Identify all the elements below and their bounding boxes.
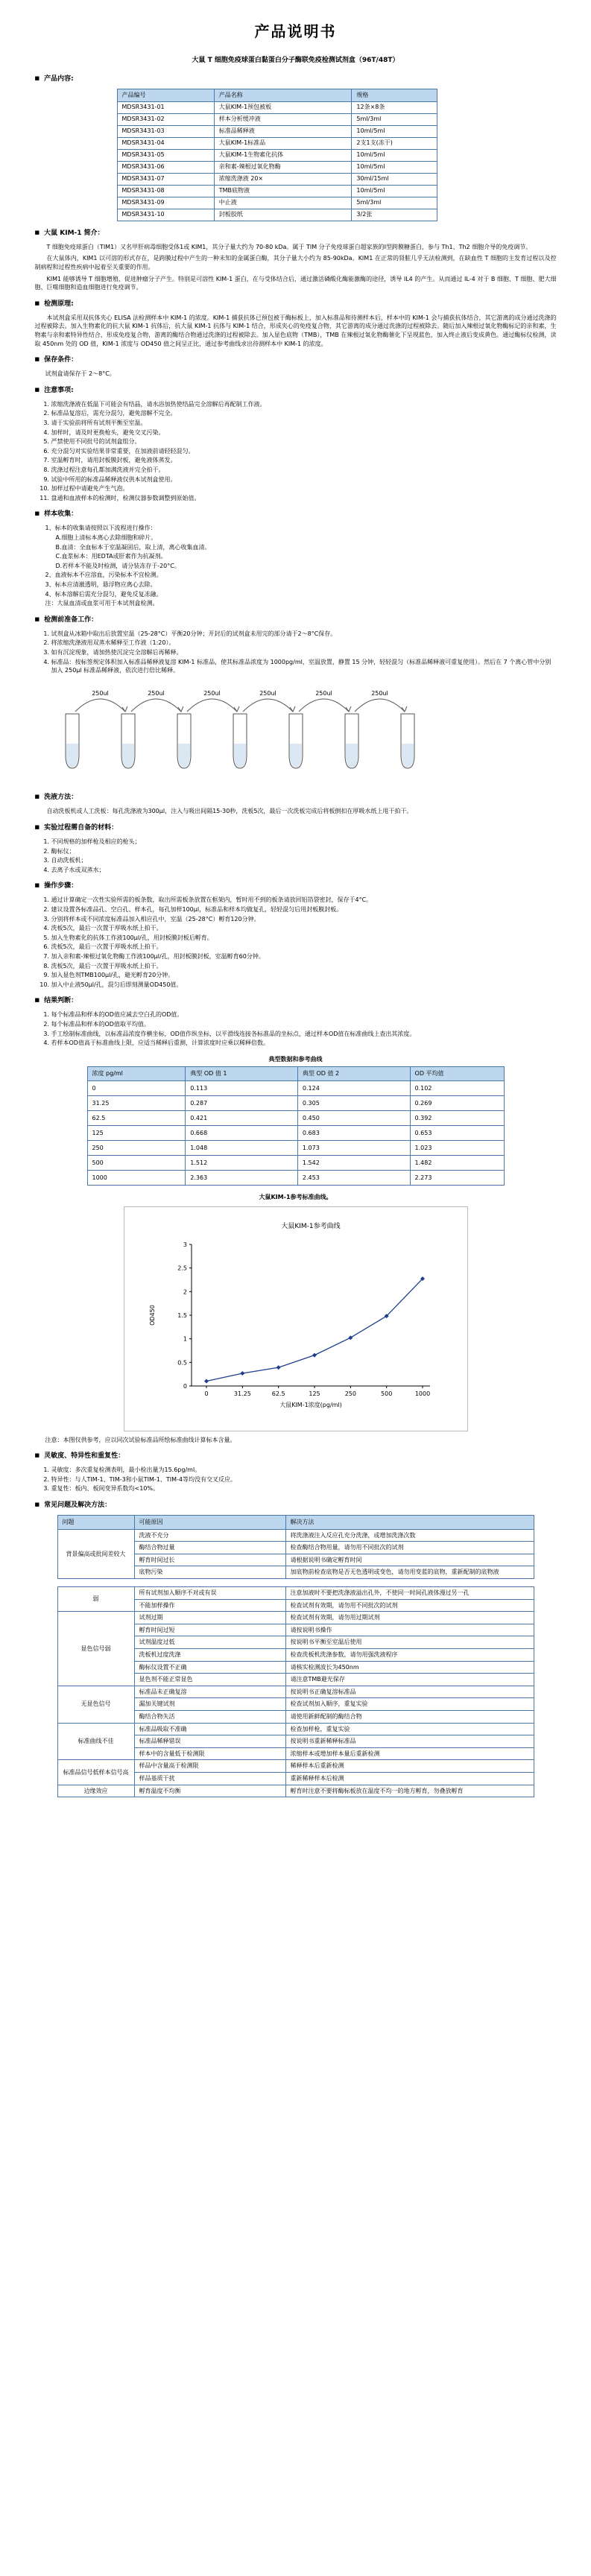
components-cell: 大鼠KIM-1预包被板 [214, 101, 352, 113]
prep-list [51, 630, 557, 675]
std-cell: 1.482 [410, 1156, 504, 1171]
note-item: 11. 盘通和血液样本的检测时，检测仪器参数调整到原始值。 [51, 494, 557, 503]
faq-category-cell: 边缘效应 [57, 1785, 134, 1797]
components-cell: 中止液 [214, 197, 352, 209]
data-point-marker [240, 1371, 244, 1376]
tube-liquid [290, 744, 302, 768]
step-item: 9. 加入显色剂TMB100μl/孔，避光孵育20分钟。 [51, 971, 557, 980]
faq-cause-cell: 标准品吸取不准确 [134, 1723, 285, 1735]
components-cell: 12条×8条 [352, 101, 437, 113]
faq-cause-cell: 样本中的含量低于检测限 [134, 1747, 285, 1760]
material-item: 4. 去离子水或双蒸水； [51, 866, 557, 875]
components-cell: MDSR3431-08 [117, 185, 214, 197]
std-cell: 125 [87, 1126, 186, 1141]
faq-solution-cell: 加底物前检查底物是否无色透明或变色，请勿用变蓝的底物，重新配制的底物液 [285, 1566, 534, 1579]
components-row [117, 149, 437, 161]
x-tick-label: 31.25 [233, 1390, 251, 1397]
section-materials-heading: ■ 实验过程需自备的材料： [35, 823, 557, 833]
faq-table-1 [57, 1515, 534, 1579]
components-row [117, 137, 437, 149]
product-subtitle: 大鼠 T 细胞免疫球蛋白黏蛋白分子酶联免疫检测试剂盒（96T/48T） [192, 57, 399, 64]
x-tick-label: 500 [380, 1390, 392, 1397]
faq-solution-cell: 稀释样本后重新检测 [285, 1760, 534, 1773]
faq-category-cell: 标准品信号低样本信号高 [57, 1760, 134, 1785]
faq-category-cell: 弱 [57, 1587, 134, 1612]
components-cell: 30ml/15ml [352, 173, 437, 185]
components-cell: 5ml/3ml [352, 113, 437, 125]
sensitivity-item: 3. 重复性：板内、板间变异系数均<10%。 [51, 1484, 557, 1493]
series-line [206, 1279, 423, 1381]
note-item: 6. 充分混匀对实验结果非常重要，在加液前请轻轻混匀。 [51, 447, 557, 456]
std-cell: 500 [87, 1156, 186, 1171]
faq-solution-cell: 请按说明书操作 [285, 1624, 534, 1636]
faq-row [57, 1587, 534, 1600]
transfer-arrow [299, 699, 349, 712]
components-cell: 浓缩洗涤液 20× [214, 173, 352, 185]
faq-solution-cell: 检查试剂有效期，请勿用过期试剂 [285, 1612, 534, 1624]
faq-solution-cell: 按说明书平衡至室温后使用 [285, 1636, 534, 1649]
chart-note: 注意：本图仅供参考，应以同次试验标准品所绘标准曲线计算标本含量。 [45, 1436, 236, 1443]
section-notes-heading: ■ 注意事项: [35, 386, 557, 396]
prep-item: 1. 试剂盒从冰箱中取出后放置室温（25-28°C）平衡20分钟；开封后的试剂盒未用完的部分请于2～8°C保存。 [51, 630, 557, 639]
faq-cause-cell: 试剂温度过低 [134, 1636, 285, 1649]
faq-solution-cell: 请使用新鲜配制的酶结合物 [285, 1710, 534, 1723]
std-cell: 0.392 [410, 1111, 504, 1126]
std-cell: 0.269 [410, 1096, 504, 1111]
faq-row [57, 1529, 534, 1542]
std-cell: 1.073 [297, 1141, 410, 1156]
faq-cause-cell: 酶结合物失活 [134, 1710, 285, 1723]
components-row [117, 113, 437, 125]
std-header-cell: 典型 OD 值 2 [297, 1067, 410, 1081]
std-row [87, 1096, 504, 1111]
components-cell: 5ml/3ml [352, 197, 437, 209]
data-point-marker [312, 1352, 317, 1357]
components-cell: MDSR3431-05 [117, 149, 214, 161]
section-faq-heading: ■ 常见问题及解决方法： [35, 1501, 557, 1510]
faq-solution-cell: 浓缩样本或增加样本量后重新检测 [285, 1747, 534, 1760]
storage-text: 试剂盒请保存于 2～8°C。 [45, 370, 116, 378]
step-item: 5. 加入生物素化的抗体工作液100μl/孔，用封板膜封板后孵育。 [51, 934, 557, 943]
faq-solution-cell: 检查加样枪，重复实验 [285, 1723, 534, 1735]
components-cell: 大鼠KIM-1生物素化抗体 [214, 149, 352, 161]
std-cell: 0.653 [410, 1126, 504, 1141]
step-item: 3. 分别将样本或不同浓度标准品加入相应孔中，室温（25-28°C）孵育120分钟。 [51, 915, 557, 924]
faq-cause-cell: 洗板机过度洗涤 [134, 1649, 285, 1662]
sensitivity-item: 1. 灵敏度：多次重复检测表明，最小检出量为15.6pg/ml。 [51, 1466, 557, 1475]
faq-solution-cell: 按说明书重新稀释标准品 [285, 1735, 534, 1748]
x-tick-label: 125 [308, 1390, 320, 1397]
y-tick-label: 0 [183, 1382, 187, 1390]
std-cell: 0.113 [186, 1081, 298, 1096]
std-cell: 1.542 [297, 1156, 410, 1171]
components-cell: 标准品稀释液 [214, 125, 352, 137]
components-cell: TMB底物液 [214, 185, 352, 197]
std-cell: 0.102 [410, 1081, 504, 1096]
components-header-cell: 规格 [352, 89, 437, 102]
std-cell: 0 [87, 1081, 186, 1096]
faq-solution-cell: 检查酶结合物用量，请勿用不同批次的试剂 [285, 1542, 534, 1554]
faq-category-cell: 显色信号弱 [57, 1612, 134, 1686]
data-point-marker [204, 1379, 209, 1383]
x-tick-label: 0 [203, 1390, 209, 1397]
document-page [35, 0, 557, 1797]
components-cell: MDSR3431-10 [117, 209, 214, 221]
standard-data-table [87, 1066, 505, 1186]
faq-category-cell: 背景偏高或批间差较大 [57, 1529, 134, 1578]
transfer-volume-label: 250ul [259, 689, 276, 697]
note-item: 4. 加样时，请及时更换枪头，避免交叉污染。 [51, 428, 557, 437]
faq-solution-cell: 检查洗板机洗涤参数，请勿用强洗液程序 [285, 1649, 534, 1662]
components-header-cell: 产品编号 [117, 89, 214, 102]
faq-cause-cell: 所有试剂加入顺序不对或有误 [134, 1587, 285, 1600]
prep-item: 2. 将浓缩洗涤液用双蒸水稀释至工作液（1:20）。 [51, 639, 557, 648]
faq-cause-cell: 试剂过期 [134, 1612, 285, 1624]
faq-solution-cell: 请根据说明书确定孵育时间 [285, 1554, 534, 1566]
result-item: 2. 每个标准品和样本的OD值取平均值。 [51, 1020, 557, 1029]
tube-liquid [346, 744, 358, 768]
std-cell: 0.668 [186, 1126, 298, 1141]
step-item: 7. 加入亲和素-辣根过氧化物酶工作液100μl/孔，用封板膜封板，室温孵育60分钟。 [51, 952, 557, 961]
step-item: 6. 洗板5次，最后一次置于厚吸水纸上拍干。 [51, 943, 557, 952]
y-tick-label: 2 [183, 1288, 187, 1295]
intro-paragraph: KIM1 能够诱导 T 细胞增殖，促进肿瘤分子产生。特别是可溶性 KIM-1 蛋白，在与受体结合后，通过激活磷酸化酶能激酶的途径，诱导 IL4 的产生。从而通过 IL-4 对于 B 细胞、T 细胞、肥大细胞、巨噬细胞和造血细胞进行免疫调节。 [34, 275, 557, 291]
principle-text: 本试剂盒采用双抗体夹心 ELISA 法检测样本中 KIM-1 的浓度。KIM-1 捕获抗体已预包被于酶标板上，加入标准品和待测样本后，样本中的 KIM-1 会与捕获抗体结合，其它游离的成分通过洗涤的过程被除去。加入生物素化的抗大鼠 KIM-1 抗体后，抗大鼠 KIM-1 抗体与 KIM-1 结合，形成夹心的免疫复合物，其它游离的成分通过洗涤的过程被除去。随后加入辣根过氧化物酶标记的亲和素，生物素与亲和素特异性结合，形成免疫复合物，游离的酶结合物通过洗涤的过程被除去。加入显色底物（TMB），TMB 在辣根过氧化物酶催化下呈现蓝色，加入终止液后变成黄色。通过酶标仪检测，读取 450nm 处的 OD 值，KIM-1 浓度与 OD450 值之间呈正比，通过参考曲线求出待测样本中 KIM-1 的浓度。 [34, 314, 557, 347]
faq-cause-cell: 样品基质干扰 [134, 1772, 285, 1785]
section-storage-heading: ■ 保存条件： [35, 355, 557, 365]
std-row [87, 1081, 504, 1096]
sensitivity-list [51, 1466, 557, 1493]
prep-item: 4. 标准品：按标签规定体积加入标准品稀释液复溶 KIM-1 标准品，使其标准品浓度为 1000pg/ml，室温放置，静置 15 分钟，轻轻混匀（标准品稀释液可重复使用）。然后在 7 个离心管中分别加入 250μl 标准品稀释液，依次进行倍比稀释。 [51, 658, 557, 675]
std-cell: 0.305 [297, 1096, 410, 1111]
std-cell: 2.363 [186, 1171, 298, 1186]
faq-category-cell: 标准曲线不佳 [57, 1723, 134, 1760]
faq-cause-cell: 显色剂不能正常显色 [134, 1674, 285, 1686]
section-contents-heading: ■ 产品内容: [35, 75, 557, 84]
components-row [117, 173, 437, 185]
note-item: 2. 标准品复溶后，需充分混匀，避免溶解不完全。 [51, 409, 557, 418]
faq-solution-cell: 将洗涤液注入反应孔充分洗涤，或增加洗涤次数 [285, 1529, 534, 1542]
std-cell: 1000 [87, 1171, 186, 1186]
std-header-cell: OD 平均值 [410, 1067, 504, 1081]
result-item: 3. 手工绘制标准曲线，以标准品浓度作横坐标，OD值作纵坐标，以平滑线连接各标准品的坐标点，通过样本OD值在标准曲线上查出其浓度。 [51, 1030, 557, 1039]
std-cell: 62.5 [87, 1111, 186, 1126]
note-item: 1. 浓缩洗涤液在低温下可能会有结晶，请水浴加热使结晶完全溶解后再配制工作液。 [51, 400, 557, 409]
steps-list [51, 896, 557, 989]
faq-cause-cell: 孵育时间过长 [134, 1554, 285, 1566]
components-cell: 样本分析缓冲液 [214, 113, 352, 125]
data-point-marker [348, 1335, 353, 1340]
intro-paragraph: T 细胞免疫球蛋白（TIM1）又名甲肝病毒细胞受体1或 KIM1，其分子量大约为 70-80 kDa。属于 TIM 分子免疫球蛋白超家族的I型跨膜糖蛋白，参与 Th1、Th2 细胞介导的免疫调节。 [46, 243, 532, 250]
faq-cause-cell: 标准品未正确复溶 [134, 1686, 285, 1698]
faq-cause-cell: 样品中含量高于检测限 [134, 1760, 285, 1773]
components-cell: 10ml/5ml [352, 161, 437, 173]
faq-row [57, 1760, 534, 1773]
notes-list [51, 400, 557, 503]
faq-cause-cell: 漏加关键试剂 [134, 1698, 285, 1711]
faq-row [57, 1686, 534, 1698]
faq-solution-cell: 注意加液时不要把洗涤液溢出孔外，不使同一时间孔液体漫过另一孔 [285, 1587, 534, 1600]
faq-cause-cell: 酶结合物过量 [134, 1542, 285, 1554]
std-cell: 0.421 [186, 1111, 298, 1126]
faq-solution-cell: 请注意TMB避光保存 [285, 1674, 534, 1686]
sample-item: D.若样本不能及时检测，请分装冻存于-20°C。 [55, 562, 180, 569]
chart-title: 大鼠KIM-1参考曲线 [280, 1222, 341, 1230]
standard-curve-svg [124, 1207, 467, 1431]
transfer-arrow [131, 699, 181, 712]
y-tick-label: 0.5 [177, 1358, 187, 1366]
data-point-marker [276, 1365, 280, 1370]
faq-cause-cell: 标准品稀释错误 [134, 1735, 285, 1748]
std-row [87, 1126, 504, 1141]
materials-list [51, 838, 557, 874]
tube-liquid [234, 744, 246, 768]
prep-item: 3. 如有沉淀现象，请加热使沉淀完全溶解后再稀释。 [51, 648, 557, 657]
std-table-caption: 典型数据和参考曲线 [268, 1055, 323, 1063]
step-item: 4. 洗板5次，最后一次置于厚吸水纸上拍干。 [51, 924, 557, 933]
components-cell: MDSR3431-01 [117, 101, 214, 113]
components-header-cell: 产品名称 [214, 89, 352, 102]
step-item: 2. 建议设置各标准品孔、空白孔、样本孔，每孔加样100μl，标准品和样本均做复孔，轻轻混匀后用封板膜封板。 [51, 905, 557, 914]
std-cell: 1.048 [186, 1141, 298, 1156]
x-tick-label: 1000 [414, 1390, 430, 1397]
transfer-volume-label: 250ul [147, 689, 165, 697]
note-item: 9. 试验中所用的标准品稀释液仅供本试剂盒使用。 [51, 475, 557, 484]
transfer-arrow [75, 699, 125, 712]
components-cell: 2支1支(冻干) [352, 137, 437, 149]
faq-solution-cell: 请核实检测波长为450nm [285, 1661, 534, 1674]
std-header-cell: 典型 OD 值 1 [186, 1067, 298, 1081]
faq-cause-cell: 底物污染 [134, 1566, 285, 1579]
note-item: 8. 洗涤过程注意每孔都加满洗液并完全拍干。 [51, 466, 557, 475]
components-cell: 亲和素-辣根过氧化物酶 [214, 161, 352, 173]
components-row [117, 197, 437, 209]
y-axis-title: OD450 [148, 1304, 156, 1326]
tube-liquid [66, 744, 78, 768]
sample-item: B.血清：全血标本于室温凝固后，取上清，离心收集血清。 [55, 543, 211, 551]
step-item: 1. 通过计算确定一次性实验所需的板条数，取出所需板条放置在框架内，暂时用不到的板条请放回铝箔袋密封，保存于4°C。 [51, 896, 557, 905]
sample-note: 3、标本应清澈透明，悬浮物应离心去除。 [45, 580, 157, 588]
components-cell: 封板胶纸 [214, 209, 352, 221]
components-cell: 大鼠KIM-1标准品 [214, 137, 352, 149]
transfer-arrow [243, 699, 293, 712]
components-cell: MDSR3431-03 [117, 125, 214, 137]
y-tick-label: 1 [183, 1335, 187, 1343]
sample-note: 注：大鼠血清或血浆可用于本试剂盒检测。 [45, 600, 159, 607]
step-item: 8. 洗板5次，最后一次置于厚吸水纸上拍干。 [51, 962, 557, 971]
transfer-arrow [187, 699, 237, 712]
sample-note: 2、血液标本不应溶血，污染标本不宜检测。 [45, 572, 162, 579]
section-wash-heading: ■ 洗液方法： [35, 793, 557, 803]
document-title: 产品说明书 [254, 22, 337, 40]
wash-text: 自动洗板机或人工洗板：每孔洗涤液为300μl，注入与吸出间隔15-30秒，洗板5次，最后一次洗板完成后将板倒扣在厚吸水纸上甩干拍干。 [46, 808, 413, 815]
faq-cause-cell: 孵育时间过短 [134, 1624, 285, 1636]
std-row [87, 1171, 504, 1186]
sample-item: A.细胞上清标本离心去除细胞和碎片。 [55, 534, 157, 541]
std-row [87, 1111, 504, 1126]
components-row [117, 125, 437, 137]
x-axis-title: 大鼠KIM-1浓度(pg/ml) [279, 1401, 342, 1408]
components-cell: 10ml/5ml [352, 149, 437, 161]
components-cell: MDSR3431-09 [117, 197, 214, 209]
std-cell: 0.287 [186, 1096, 298, 1111]
faq-solution-cell: 检查试剂有效期，请勿用不同批次的试剂 [285, 1599, 534, 1612]
intro-paragraph: 在大鼠体内，KIM1 以可溶的形式存在，是跨膜过程中产生的一种未知的金属蛋白酶，其分子量大小约为 85-90kDa。KIM1 在正常的肾脏几乎无法检测到，在缺血性 T 细胞的主发育过程以及控制病程和过程性疾病中起着至关重要的作用。 [34, 255, 557, 270]
std-cell: 2.453 [297, 1171, 410, 1186]
sensitivity-item: 2. 特异性：与人TIM-1、TIM-3和小鼠TIM-1、TIM-4等均没有交叉反应。 [51, 1475, 557, 1484]
sample-note: 4、标本溶解后需充分混匀，避免反复冻融。 [45, 590, 162, 598]
faq-solution-cell: 重新稀释样本后检测 [285, 1772, 534, 1785]
tube-liquid [178, 744, 190, 768]
transfer-volume-label: 250ul [203, 689, 221, 697]
section-sensitivity-heading: ■ 灵敏度、特异性和重复性： [35, 1452, 557, 1461]
std-row [87, 1156, 504, 1171]
y-tick-label: 3 [183, 1241, 187, 1248]
components-cell: MDSR3431-02 [117, 113, 214, 125]
section-prep-heading: ■ 检测前准备工作： [35, 615, 557, 625]
standard-curve-chart [124, 1206, 468, 1431]
x-tick-label: 250 [344, 1390, 356, 1397]
transfer-volume-label: 250ul [91, 689, 109, 697]
components-cell: 10ml/5ml [352, 185, 437, 197]
components-row [117, 209, 437, 221]
std-row [87, 1141, 504, 1156]
note-item: 7. 室温孵育时，请用封板膜封板，避免液体蒸发。 [51, 456, 557, 465]
note-item: 3. 请于实验前将所有试剂平衡至室温。 [51, 419, 557, 428]
faq-solution-cell: 按说明书正确复溶标准品 [285, 1686, 534, 1698]
results-list [51, 1010, 557, 1047]
std-cell: 1.023 [410, 1141, 504, 1156]
faq-category-cell: 无显色信号 [57, 1686, 134, 1723]
section-steps-heading: ■ 操作步骤： [35, 882, 557, 891]
std-cell: 2.273 [410, 1171, 504, 1186]
std-cell: 250 [87, 1141, 186, 1156]
faq-row [57, 1723, 534, 1735]
sample-intro: 1、标本的收集请按照以下流程进行操作： [45, 525, 157, 532]
faq-row [57, 1612, 534, 1624]
section-intro-heading: ■ 大鼠 KIM-1 简介： [35, 229, 557, 238]
result-item: 1. 每个标准品和样本的OD值应减去空白孔的OD值。 [51, 1010, 557, 1019]
faq-header-cell: 可能原因 [134, 1516, 285, 1530]
intro-paragraphs [35, 243, 557, 292]
components-row [117, 101, 437, 113]
faq-cause-cell: 不能加样操作 [134, 1599, 285, 1612]
std-header-cell: 浓度 pg/ml [87, 1067, 186, 1081]
faq-header-cell: 问题 [57, 1516, 134, 1530]
faq-solution-cell: 检查试剂加入顺序，重复实验 [285, 1698, 534, 1711]
material-item: 1. 不同规格的加样枪及相应的枪头； [51, 838, 557, 846]
chart-caption: 大鼠KIM-1参考标准曲线。 [259, 1194, 332, 1200]
faq-row [57, 1785, 534, 1797]
material-item: 3. 自动洗板机； [51, 856, 557, 865]
components-cell: MDSR3431-07 [117, 173, 214, 185]
components-cell: MDSR3431-06 [117, 161, 214, 173]
note-item: 5. 严禁使用不同批号的试剂盒组分。 [51, 437, 557, 446]
faq-header-cell: 解决方法 [285, 1516, 534, 1530]
faq-solution-cell: 孵育时注意不要将酶标板放在温度不均一的地方孵育，勿叠放孵育 [285, 1785, 534, 1797]
sample-block [45, 524, 557, 607]
section-sample-heading: ■ 样本收集： [35, 510, 557, 519]
section-results-heading: ■ 结果判断： [35, 996, 557, 1006]
std-cell: 1.512 [186, 1156, 298, 1171]
faq-table-2 [57, 1586, 534, 1797]
components-cell: MDSR3431-04 [117, 137, 214, 149]
transfer-volume-label: 250ul [315, 689, 332, 697]
components-row [117, 185, 437, 197]
std-cell: 0.450 [297, 1111, 410, 1126]
faq-cause-cell: 酶标仪设置不正确 [134, 1661, 285, 1674]
note-item: 10. 加样过程中请避免产生气泡。 [51, 484, 557, 493]
y-tick-label: 1.5 [177, 1311, 187, 1319]
faq-cause-cell: 洗液不充分 [134, 1529, 285, 1542]
material-item: 2. 酶标仪； [51, 847, 557, 856]
serial-dilution-diagram [35, 680, 452, 777]
y-tick-label: 2.5 [177, 1265, 187, 1272]
x-tick-label: 62.5 [271, 1390, 285, 1397]
sample-item: C.血浆标本：用EDTA或肝素作为抗凝剂。 [55, 553, 167, 560]
std-cell: 31.25 [87, 1096, 186, 1111]
std-cell: 0.124 [297, 1081, 410, 1096]
faq-cause-cell: 孵育温度不均衡 [134, 1785, 285, 1797]
components-table [117, 89, 437, 221]
tube-liquid [122, 744, 134, 768]
transfer-volume-label: 250ul [370, 689, 388, 697]
transfer-arrow [355, 699, 405, 712]
components-row [117, 161, 437, 173]
result-item: 4. 若样本OD值高于标准曲线上限，应适当稀释后重测，计算浓度时应乘以稀释倍数。 [51, 1039, 557, 1048]
std-cell: 0.683 [297, 1126, 410, 1141]
section-principle-heading: ■ 检测原理: [35, 300, 557, 309]
components-cell: 10ml/5ml [352, 125, 437, 137]
tube-liquid [402, 744, 414, 768]
components-cell: 3/2张 [352, 209, 437, 221]
step-item: 10. 加入中止液50μl/孔，混匀后即刻测量OD450值。 [51, 981, 557, 990]
